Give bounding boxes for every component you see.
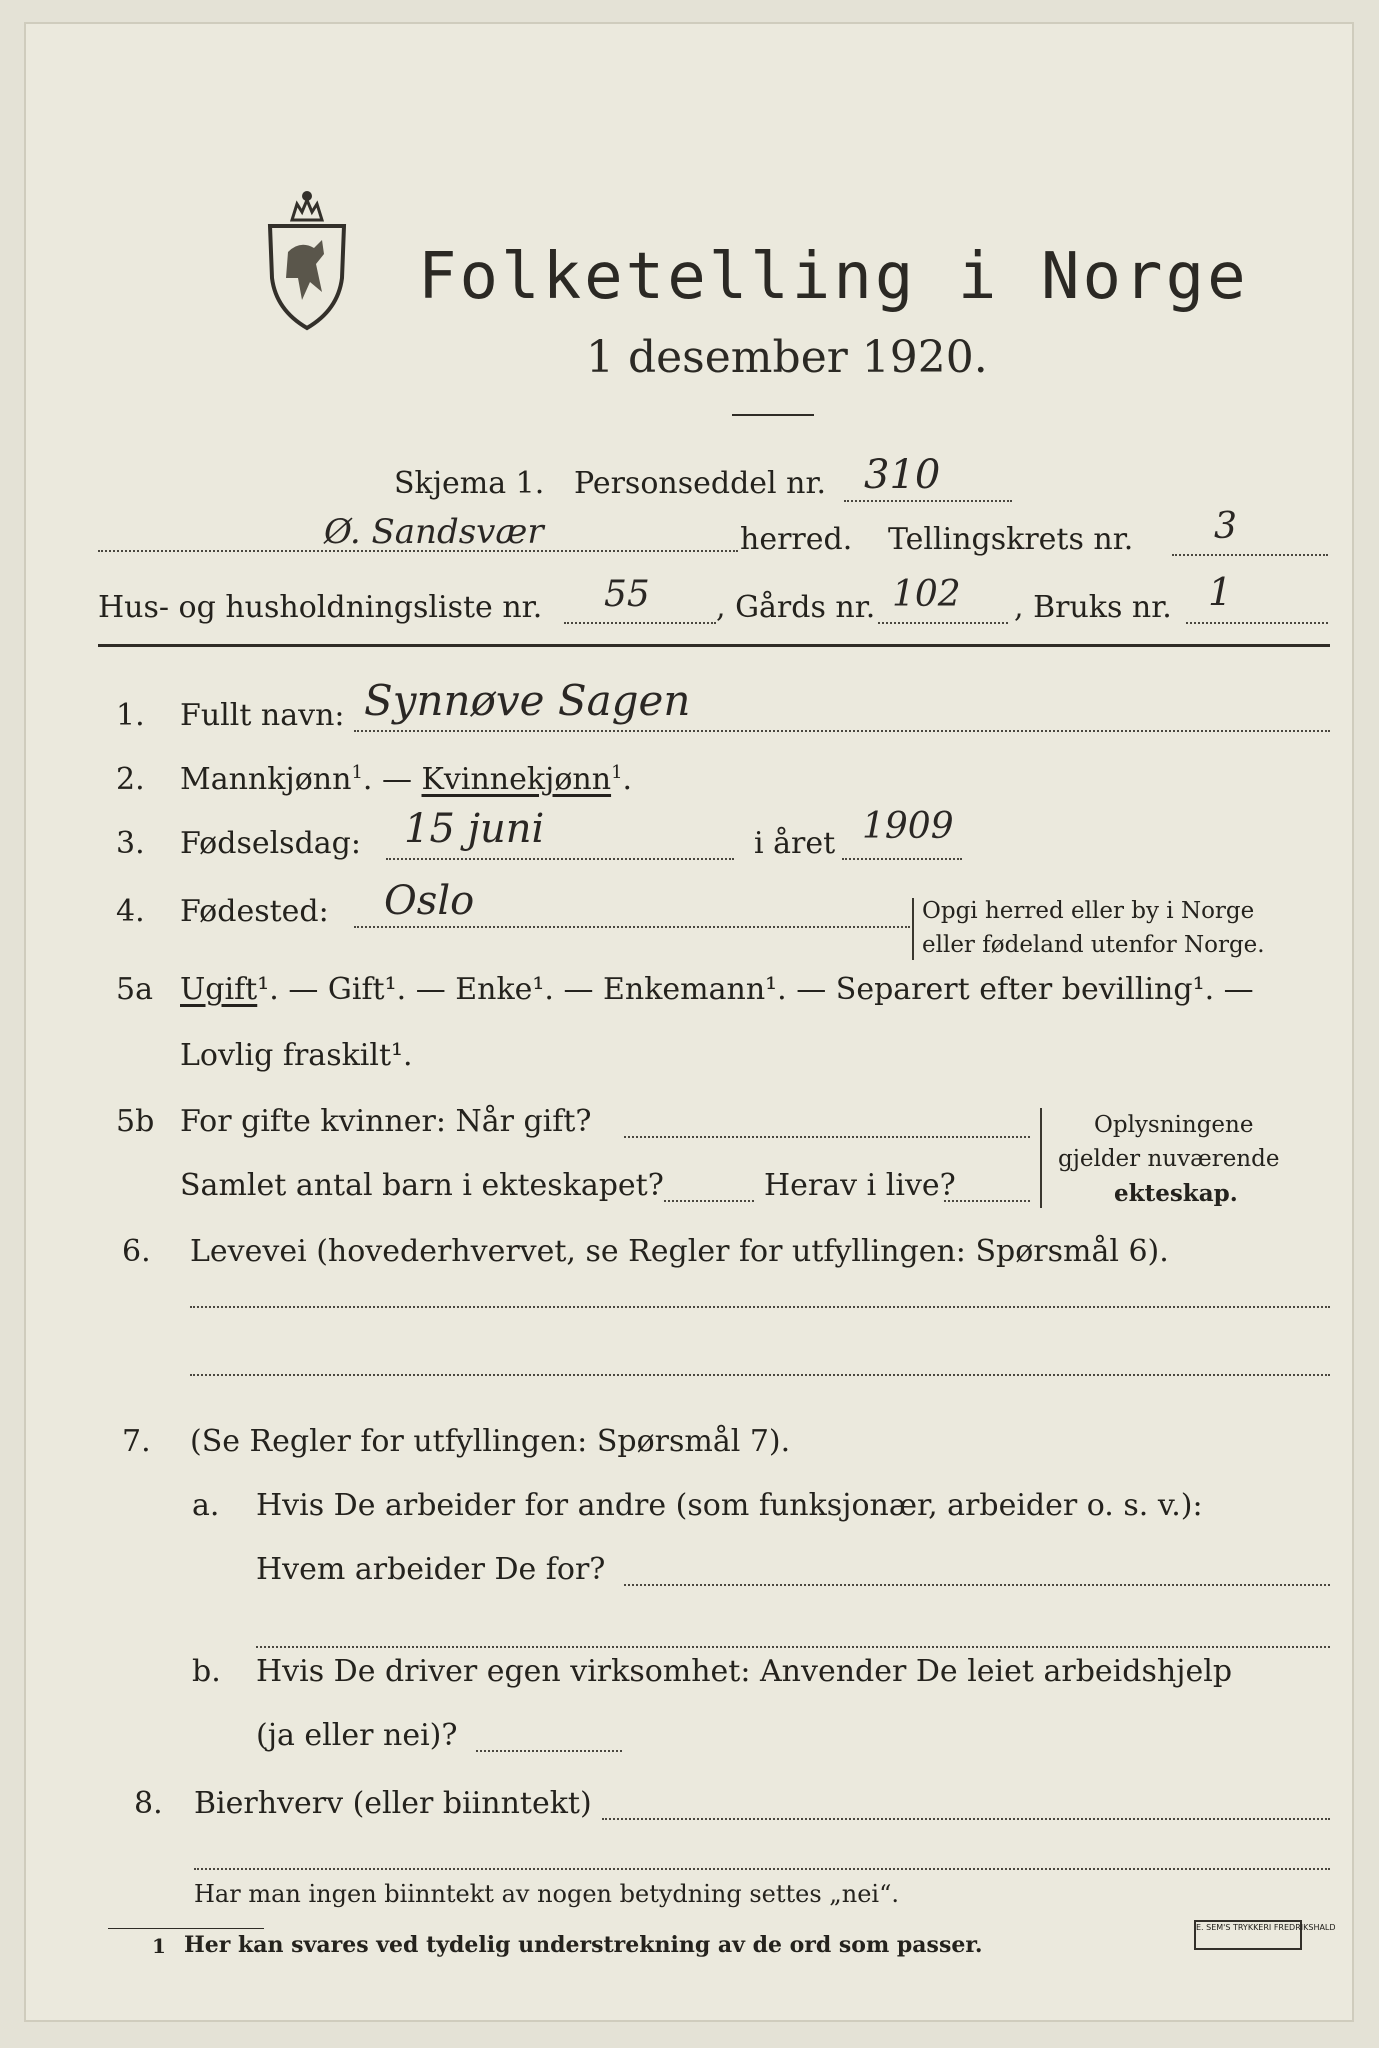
gards-label: , Gårds nr. bbox=[716, 590, 876, 625]
q2-female-footnote: 1 bbox=[611, 762, 623, 783]
q3-year-label: i året bbox=[754, 826, 836, 861]
q1-number: 1. bbox=[116, 698, 145, 733]
q5a-ugift: Ugift bbox=[180, 972, 258, 1007]
q7a-line1: Hvis De arbeider for andre (som funksjonær, arbeider o. s. v.): bbox=[256, 1488, 1203, 1523]
q7a-letter: a. bbox=[192, 1488, 220, 1523]
q1-label: Fullt navn: bbox=[180, 698, 345, 733]
q5b-note3: ekteskap. bbox=[1114, 1180, 1238, 1207]
q5b-live-field-line bbox=[944, 1200, 1030, 1202]
gards-field-line bbox=[878, 622, 1008, 624]
q5a-line2: Lovlig fraskilt¹. bbox=[180, 1038, 413, 1073]
q4-label: Fødested: bbox=[180, 894, 329, 929]
q5b-gift-field-line bbox=[624, 1136, 1030, 1138]
form-date: 1 desember 1920. bbox=[586, 332, 988, 383]
q3-number: 3. bbox=[116, 826, 145, 861]
q7-number: 7. bbox=[122, 1424, 151, 1459]
q8-label: Bierhverv (eller biinntekt) bbox=[194, 1786, 592, 1821]
q8-number: 8. bbox=[134, 1786, 163, 1821]
personseddel-value: 310 bbox=[864, 452, 941, 498]
q5a-rest: ¹. — Gift¹. — Enke¹. — Enkemann¹. — Separert efter bevilling¹. — bbox=[257, 972, 1254, 1007]
form-title: Folketelling i Norge bbox=[418, 240, 1249, 314]
note-no-income: Har man ingen biinntekt av nogen betydning settes „nei“. bbox=[194, 1880, 899, 1908]
q7b-letter: b. bbox=[192, 1654, 221, 1689]
hus-field-line bbox=[564, 622, 716, 624]
tellingskrets-field-line bbox=[1172, 554, 1328, 556]
personseddel-field-line bbox=[844, 500, 1012, 502]
q4-field-line bbox=[354, 926, 910, 928]
q7b-line2: (ja eller nei)? bbox=[256, 1718, 458, 1753]
title-divider bbox=[732, 414, 814, 416]
footnote-text: Her kan svares ved tydelig understrekning av de ord som passer. bbox=[184, 1932, 983, 1958]
q6-number: 6. bbox=[122, 1234, 151, 1269]
skjema-label: Skjema 1. bbox=[394, 466, 545, 501]
hus-label: Hus- og husholdningsliste nr. bbox=[98, 590, 543, 625]
q2-separator: . — bbox=[362, 762, 412, 797]
q5b-note-brace bbox=[1040, 1108, 1042, 1208]
q4-number: 4. bbox=[116, 894, 145, 929]
q5a-number: 5a bbox=[116, 972, 153, 1007]
footnote-mark: 1 bbox=[152, 1934, 166, 1958]
q6-label: Levevei (hovederhvervet, se Regler for utfyllingen: Spørsmål 6). bbox=[190, 1234, 1169, 1269]
q3-label: Fødselsdag: bbox=[180, 826, 361, 861]
q7b-line1: Hvis De driver egen virksomhet: Anvender De leiet arbeidshjelp bbox=[256, 1654, 1233, 1689]
q1-field-line bbox=[354, 730, 1330, 732]
tellingskrets-label: Tellingskrets nr. bbox=[888, 522, 1134, 557]
bruks-value: 1 bbox=[1208, 570, 1233, 614]
q6-field-line-1 bbox=[190, 1306, 1330, 1308]
q8-field-line-1 bbox=[602, 1818, 1330, 1820]
q1-value: Synnøve Sagen bbox=[364, 676, 691, 725]
printer-stamp: E. SEM'S TRYKKERI FREDRIKSHALD bbox=[1194, 1920, 1302, 1950]
q5a-line1 bbox=[180, 972, 1254, 1007]
q4-note-line2: eller fødeland utenfor Norge. bbox=[922, 932, 1265, 958]
q7a-line2: Hvem arbeider De for? bbox=[256, 1552, 606, 1587]
q7a-field-line-1 bbox=[624, 1584, 1330, 1586]
q4-note-brace bbox=[912, 898, 914, 960]
q2-number: 2. bbox=[116, 762, 145, 797]
herred-value: Ø. Sandsvær bbox=[324, 512, 544, 552]
q5b-line1: For gifte kvinner: Når gift? bbox=[180, 1104, 592, 1139]
coat-of-arms-icon bbox=[252, 182, 362, 332]
q2-options bbox=[180, 762, 632, 797]
q7b-field-line bbox=[476, 1750, 622, 1752]
q2-male-footnote: 1 bbox=[351, 762, 363, 783]
q6-field-line-2 bbox=[190, 1374, 1330, 1376]
q5b-note2: gjelder nuværende bbox=[1058, 1146, 1280, 1172]
q3-value: 15 juni bbox=[404, 806, 545, 852]
personseddel-label: Personseddel nr. bbox=[574, 466, 827, 501]
q5b-line2a: Samlet antal barn i ekteskapet? bbox=[180, 1168, 664, 1203]
q2-male: Mannkjønn bbox=[180, 762, 352, 797]
q3-year-value: 1909 bbox=[862, 806, 954, 847]
q5b-barn-field-line bbox=[664, 1200, 754, 1202]
q5b-number: 5b bbox=[116, 1104, 155, 1139]
q3-field-line bbox=[386, 858, 734, 860]
q4-note-line1: Opgi herred eller by i Norge bbox=[922, 898, 1255, 924]
q3-year-field-line bbox=[842, 858, 962, 860]
q5b-line2b: Herav i live? bbox=[764, 1168, 956, 1203]
herred-label: herred. bbox=[740, 522, 853, 557]
q8-field-line-2 bbox=[194, 1868, 1330, 1870]
bruks-label: , Bruks nr. bbox=[1014, 590, 1172, 625]
q2-end: . bbox=[622, 762, 633, 797]
gards-value: 102 bbox=[892, 574, 961, 615]
tellingskrets-value: 3 bbox=[1214, 506, 1237, 547]
bruks-field-line bbox=[1186, 622, 1328, 624]
header-divider bbox=[98, 644, 1330, 647]
hus-value: 55 bbox=[604, 574, 650, 615]
q2-female: Kvinnekjønn bbox=[421, 762, 612, 797]
q5b-note1: Oplysningene bbox=[1094, 1112, 1254, 1138]
q4-value: Oslo bbox=[384, 878, 475, 924]
census-form bbox=[24, 22, 1354, 2022]
footnote-divider bbox=[108, 1928, 264, 1929]
q7-label: (Se Regler for utfyllingen: Spørsmål 7). bbox=[190, 1424, 791, 1459]
q7a-field-line-2 bbox=[256, 1646, 1330, 1648]
